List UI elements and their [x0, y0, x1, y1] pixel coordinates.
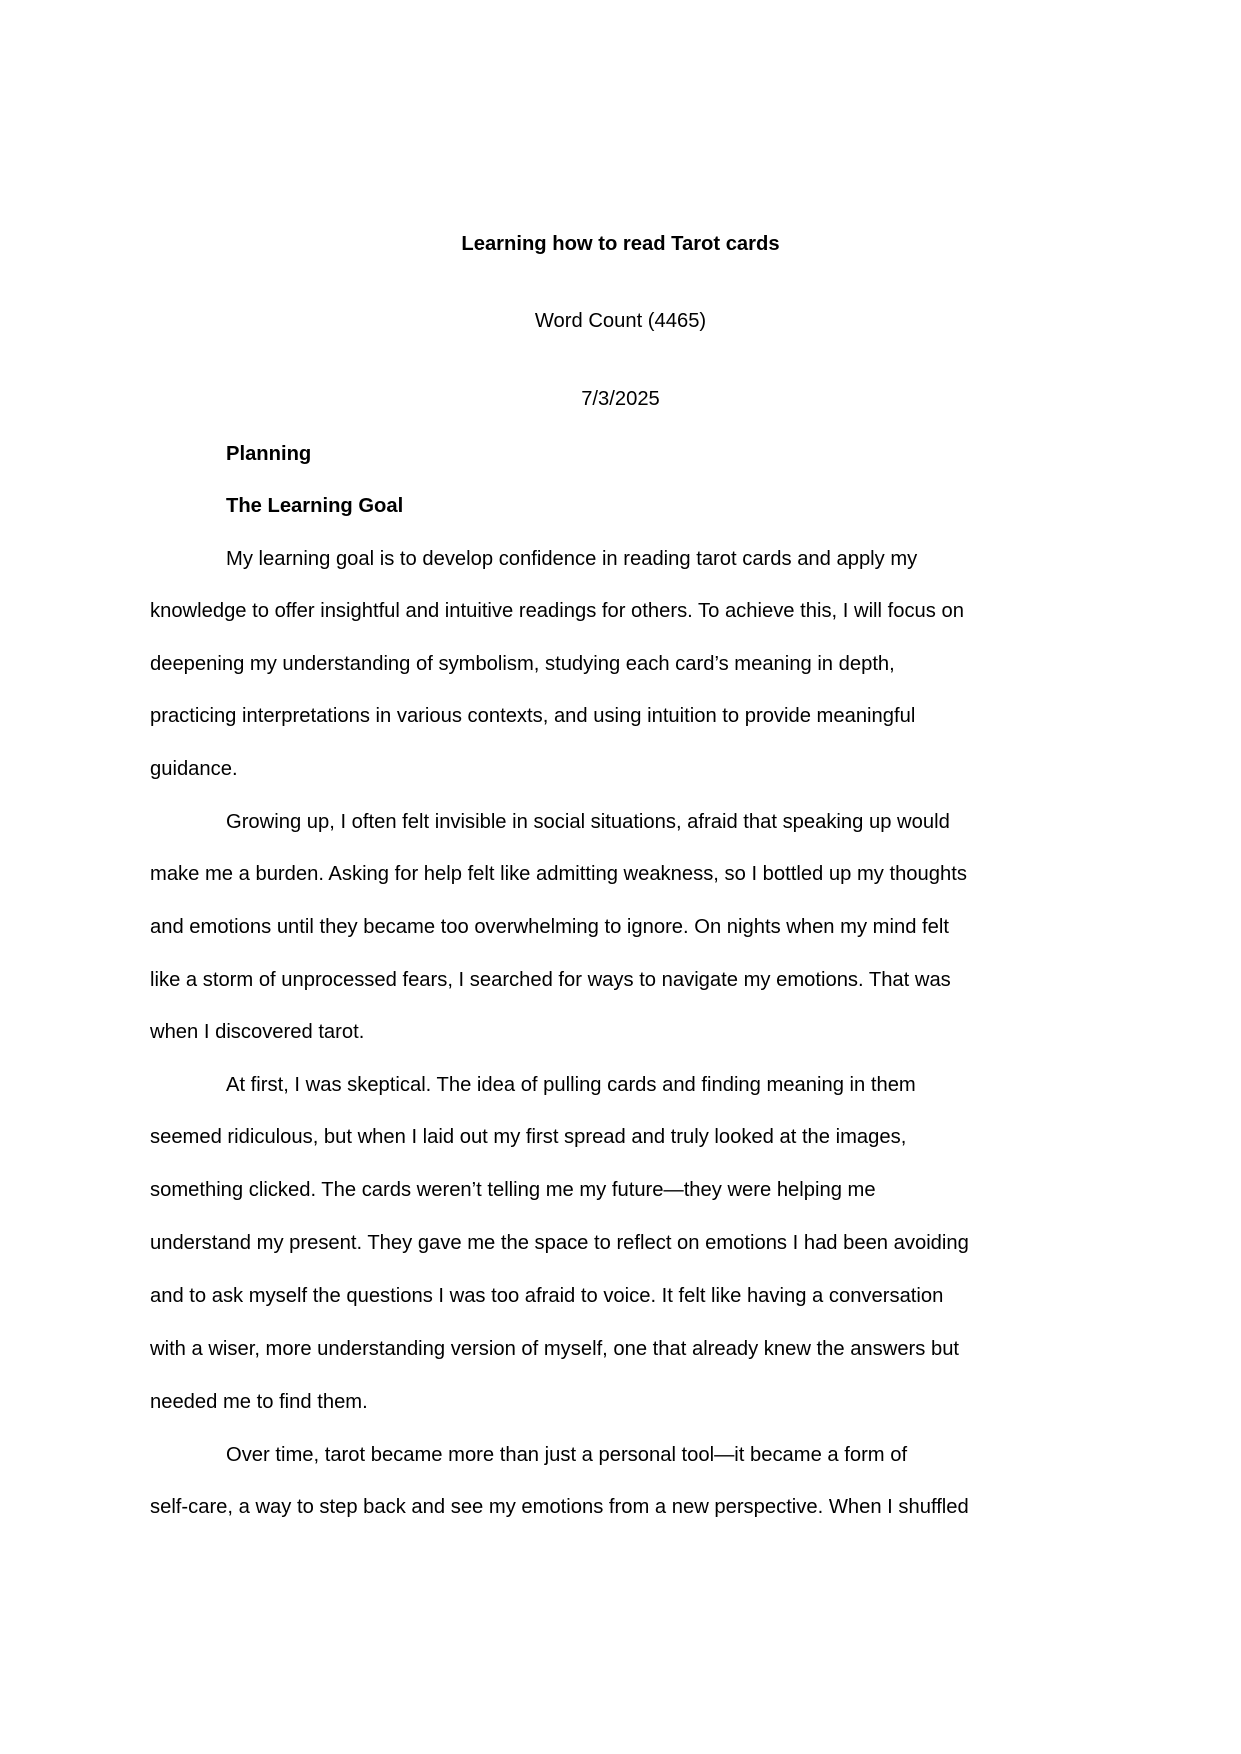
paragraph-line: when I discovered tarot. [150, 1021, 365, 1043]
section-heading: Planning [226, 443, 312, 465]
paragraph-line: knowledge to offer insightful and intuitive readings for others. To achieve this, I will focus on [150, 600, 964, 622]
subsection-heading: The Learning Goal [226, 495, 404, 517]
paragraph-line: needed me to find them. [150, 1391, 368, 1413]
paragraph-line: Over time, tarot became more than just a personal tool—it became a form of [226, 1444, 908, 1466]
paragraph-line: with a wiser, more understanding version of myself, one that already knew the answers but [150, 1338, 960, 1360]
paragraph-line: like a storm of unprocessed fears, I searched for ways to navigate my emotions. That was [150, 969, 951, 991]
word-count: Word Count (4465) [534, 310, 707, 332]
paragraph-line: make me a burden. Asking for help felt like admitting weakness, so I bottled up my thoughts [150, 863, 967, 885]
paragraph-line: At first, I was skeptical. The idea of pulling cards and finding meaning in them [226, 1074, 916, 1096]
paragraph-line: something clicked. The cards weren’t telling me my future—they were helping me [150, 1179, 876, 1201]
paragraph-line: seemed ridiculous, but when I laid out my first spread and truly looked at the images, [150, 1126, 907, 1148]
paragraph-line: practicing interpretations in various contexts, and using intuition to provide meaningful [150, 705, 916, 727]
paragraph-line: and to ask myself the questions I was too afraid to voice. It felt like having a conversation [150, 1285, 944, 1307]
paragraph-line: guidance. [150, 758, 238, 780]
paragraph-line: deepening my understanding of symbolism, studying each card’s meaning in depth, [150, 653, 895, 675]
paragraph-line: and emotions until they became too overwhelming to ignore. On nights when my mind felt [150, 916, 949, 938]
paragraph-line: Growing up, I often felt invisible in social situations, afraid that speaking up would [226, 811, 950, 833]
paragraph-line: self-care, a way to step back and see my emotions from a new perspective. When I shuffled [150, 1496, 969, 1518]
document-date: 7/3/2025 [581, 388, 660, 410]
paragraph-line: understand my present. They gave me the space to reflect on emotions I had been avoiding [150, 1232, 969, 1254]
document-title: Learning how to read Tarot cards [461, 233, 780, 255]
paragraph-line: My learning goal is to develop confidence in reading tarot cards and apply my [226, 548, 918, 570]
